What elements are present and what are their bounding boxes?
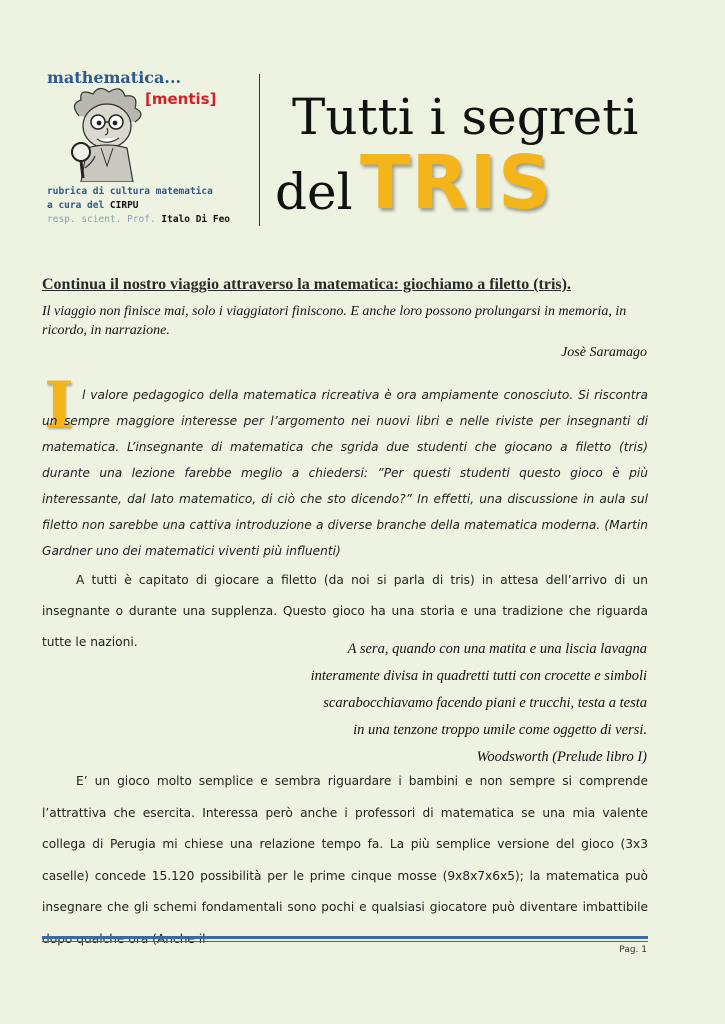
footer-rule-thin: [42, 941, 648, 942]
poem-quote: [227, 636, 647, 771]
paragraph-3: E’ un gioco molto semplice e sembra riguardare i bambini e non sempre si comprende l’attrattiva che esercita. Interessa però anche i professori di matematica se una mia valente collega di Perugia mi chiese una relazione tempo fa. La più semplice versione del gioco (3x3 caselle) concede 15.120 possibilità per le prime cinque mosse (9x8x7x6x5); la matematica può insegnare che gli schemi fondamentali sono pochi e qualsiasi giocatore può diventare imbattibile: [42, 774, 648, 914]
paragraph-1: [42, 382, 648, 564]
curator-prefix: a cura del: [47, 200, 110, 211]
brand-subtitle: [mentis]: [145, 90, 217, 108]
curator-name: CIRPU: [109, 200, 139, 211]
title-line-2: del: [275, 163, 353, 221]
curator-line: [47, 200, 139, 211]
scientific-lead-name: Italo Di Feo: [161, 214, 231, 225]
poem-attribution: Woodsworth (Prelude libro I): [476, 749, 647, 765]
title-tris: TRIS: [360, 140, 553, 226]
brand-title: mathematica...: [47, 68, 182, 87]
footer-rule: [42, 936, 648, 939]
mad-scientist-mascot-icon: [65, 86, 147, 182]
drop-cap: I: [44, 368, 74, 443]
brand-block: [47, 68, 252, 228]
poem-line: A sera, quando con una matita e una liscia lavagna: [347, 641, 647, 657]
title-line-1: Tutti i segreti: [292, 88, 639, 146]
poem-line: scarabocchiavamo facendo piani e trucchi, testa a testa: [323, 695, 647, 711]
scientific-lead-line: [47, 214, 230, 225]
page-number: Pag. 1: [619, 945, 647, 955]
epigraph-quote: Il viaggio non finisce mai, solo i viaggiatori finiscono. E anche loro possono prolungarsi in memoria, in ricordo, in narrazione.: [42, 304, 627, 338]
poem-line: in una tenzone troppo umile come oggetto di versi.: [353, 722, 647, 738]
header-divider: [259, 74, 260, 226]
poem-line: interamente divisa in quadretti tutti con crocette e simboli: [310, 668, 647, 684]
article-subtitle: Continua il nostro viaggio attraverso la matematica: giochiamo a filetto (tris).: [42, 276, 571, 293]
paragraph-2: A tutti è capitato di giocare a filetto (da noi si parla di tris) in attesa dell’arrivo di un insegnante o durante una supplenza. Questo gioco ha una storia e una tradizione che riguarda tutte le nazioni.: [42, 573, 648, 649]
scientific-lead-prefix: resp. scient. Prof.: [47, 214, 162, 225]
rubric-line: rubrica di cultura matematica: [47, 186, 213, 197]
paragraph-1-text: l valore pedagogico della matematica ricreativa è ora ampiamente conosciuto. Si riscontra un sempre maggiore interesse per l’argomento nei nuovi libri e nelle riviste per insegnanti di matematica. L’insegnante di matematica che sgrida due studenti che giocano a filetto (tris) durante una lezione farebbe meglio a chiedersi: ”Per questi studenti questo gioco è più interessante, dal lato matematico, di ciò che sto dicendo?” In effetti, una discussione in aula sul filetto non sarebbe una cattiva introduzione a diverse branche della matematica moderna. (Martin Gardner uno dei matematici viventi più influenti): [42, 388, 648, 558]
epigraph-author: Josè Saramago: [561, 345, 647, 360]
